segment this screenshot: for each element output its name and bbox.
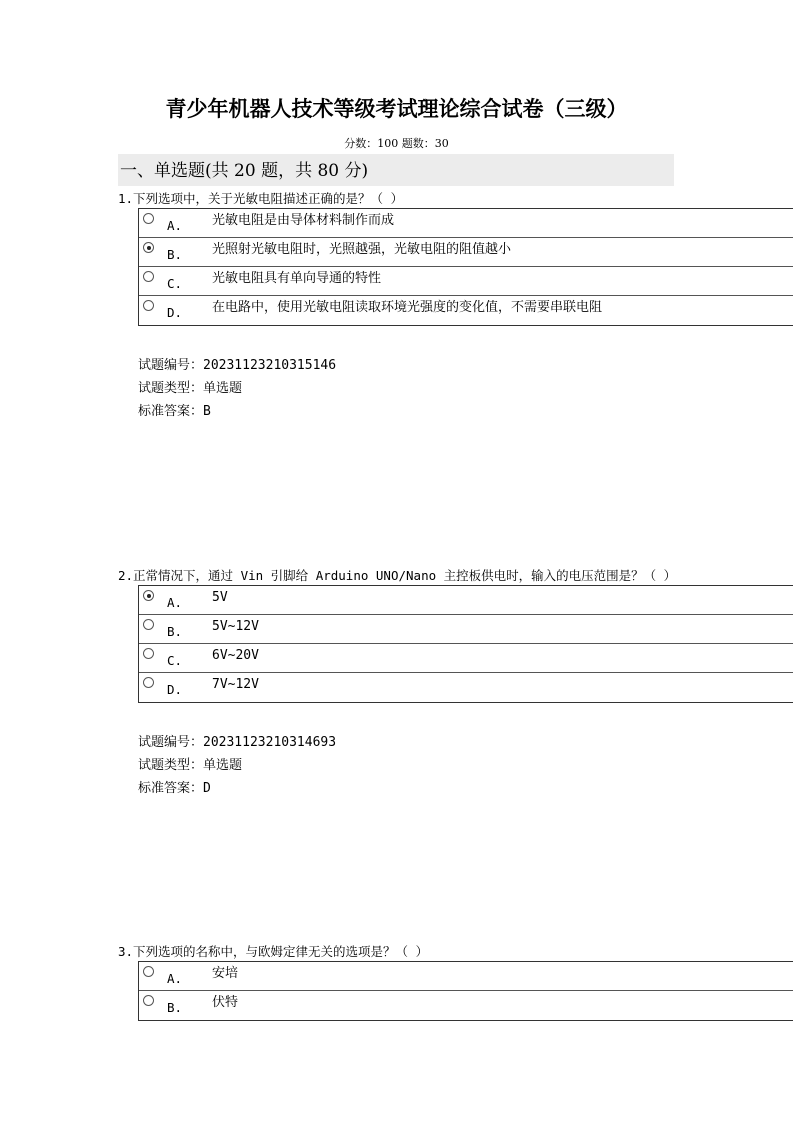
question-2 (118, 567, 793, 800)
question-answer: 标准答案：D (138, 781, 211, 796)
question-text: 1.下列选项中，关于光敏电阻描述正确的是？（ ） (118, 191, 404, 206)
question-text: 2.正常情况下，通过 Vin 引脚给 Arduino UNO/Nano 主控板供电时，输入的电压范围是？（ ） (118, 568, 677, 583)
radio-icon[interactable] (143, 300, 154, 311)
radio-icon[interactable] (143, 213, 154, 224)
radio-icon[interactable] (143, 648, 154, 659)
option-letter: C. (167, 653, 183, 668)
option-a[interactable] (139, 586, 793, 615)
options-table (138, 208, 793, 326)
radio-checked-icon[interactable] (143, 590, 154, 601)
option-letter: D. (167, 305, 183, 320)
section-header: 一、单选题(共 20 题，共 80 分) (118, 154, 674, 186)
question-meta (138, 731, 793, 800)
option-text: 在电路中，使用光敏电阻读取环境光强度的变化值，不需要串联电阻 (212, 300, 603, 315)
option-d[interactable] (139, 296, 793, 325)
option-letter: B. (167, 624, 183, 639)
option-a[interactable] (139, 962, 793, 991)
exam-title: 青少年机器人技术等级考试理论综合试卷（三级） (165, 96, 628, 121)
option-b[interactable] (139, 991, 793, 1020)
radio-checked-icon[interactable] (143, 242, 154, 253)
options-table (138, 961, 793, 1021)
option-text: 光照射光敏电阻时，光照越强，光敏电阻的阻值越小 (212, 242, 512, 257)
option-a[interactable] (139, 209, 793, 238)
question-meta (138, 354, 793, 423)
option-text: 5V~12V (212, 619, 259, 634)
option-text: 光敏电阻是由导体材料制作而成 (212, 213, 395, 228)
question-3 (118, 943, 793, 1021)
radio-icon[interactable] (143, 677, 154, 688)
option-text: 7V~12V (212, 677, 259, 692)
option-c[interactable] (139, 267, 793, 296)
option-text: 5V (212, 590, 228, 605)
options-table (138, 585, 793, 703)
radio-icon[interactable] (143, 995, 154, 1006)
question-1 (118, 190, 793, 423)
question-type: 试题类型：单选题 (138, 758, 243, 773)
option-letter: B. (167, 1000, 183, 1015)
option-text: 安培 (212, 966, 239, 981)
question-answer: 标准答案：B (138, 404, 211, 419)
option-text: 光敏电阻具有单向导通的特性 (212, 271, 382, 286)
radio-icon[interactable] (143, 966, 154, 977)
option-c[interactable] (139, 644, 793, 673)
option-text: 伏特 (212, 995, 239, 1010)
option-letter: A. (167, 218, 183, 233)
option-d[interactable] (139, 673, 793, 702)
question-id: 试题编号：20231123210315146 (138, 358, 337, 373)
exam-subtitle: 分数：100 题数：30 (344, 137, 449, 150)
option-letter: D. (167, 682, 183, 697)
option-letter: A. (167, 595, 183, 610)
option-b[interactable] (139, 615, 793, 644)
option-text: 6V~20V (212, 648, 259, 663)
radio-icon[interactable] (143, 619, 154, 630)
radio-icon[interactable] (143, 271, 154, 282)
question-type: 试题类型：单选题 (138, 381, 243, 396)
option-letter: A. (167, 971, 183, 986)
option-letter: B. (167, 247, 183, 262)
question-text: 3.下列选项的名称中，与欧姆定律无关的选项是？（ ） (118, 944, 429, 959)
question-id: 试题编号：20231123210314693 (138, 735, 337, 750)
option-letter: C. (167, 276, 183, 291)
option-b[interactable] (139, 238, 793, 267)
